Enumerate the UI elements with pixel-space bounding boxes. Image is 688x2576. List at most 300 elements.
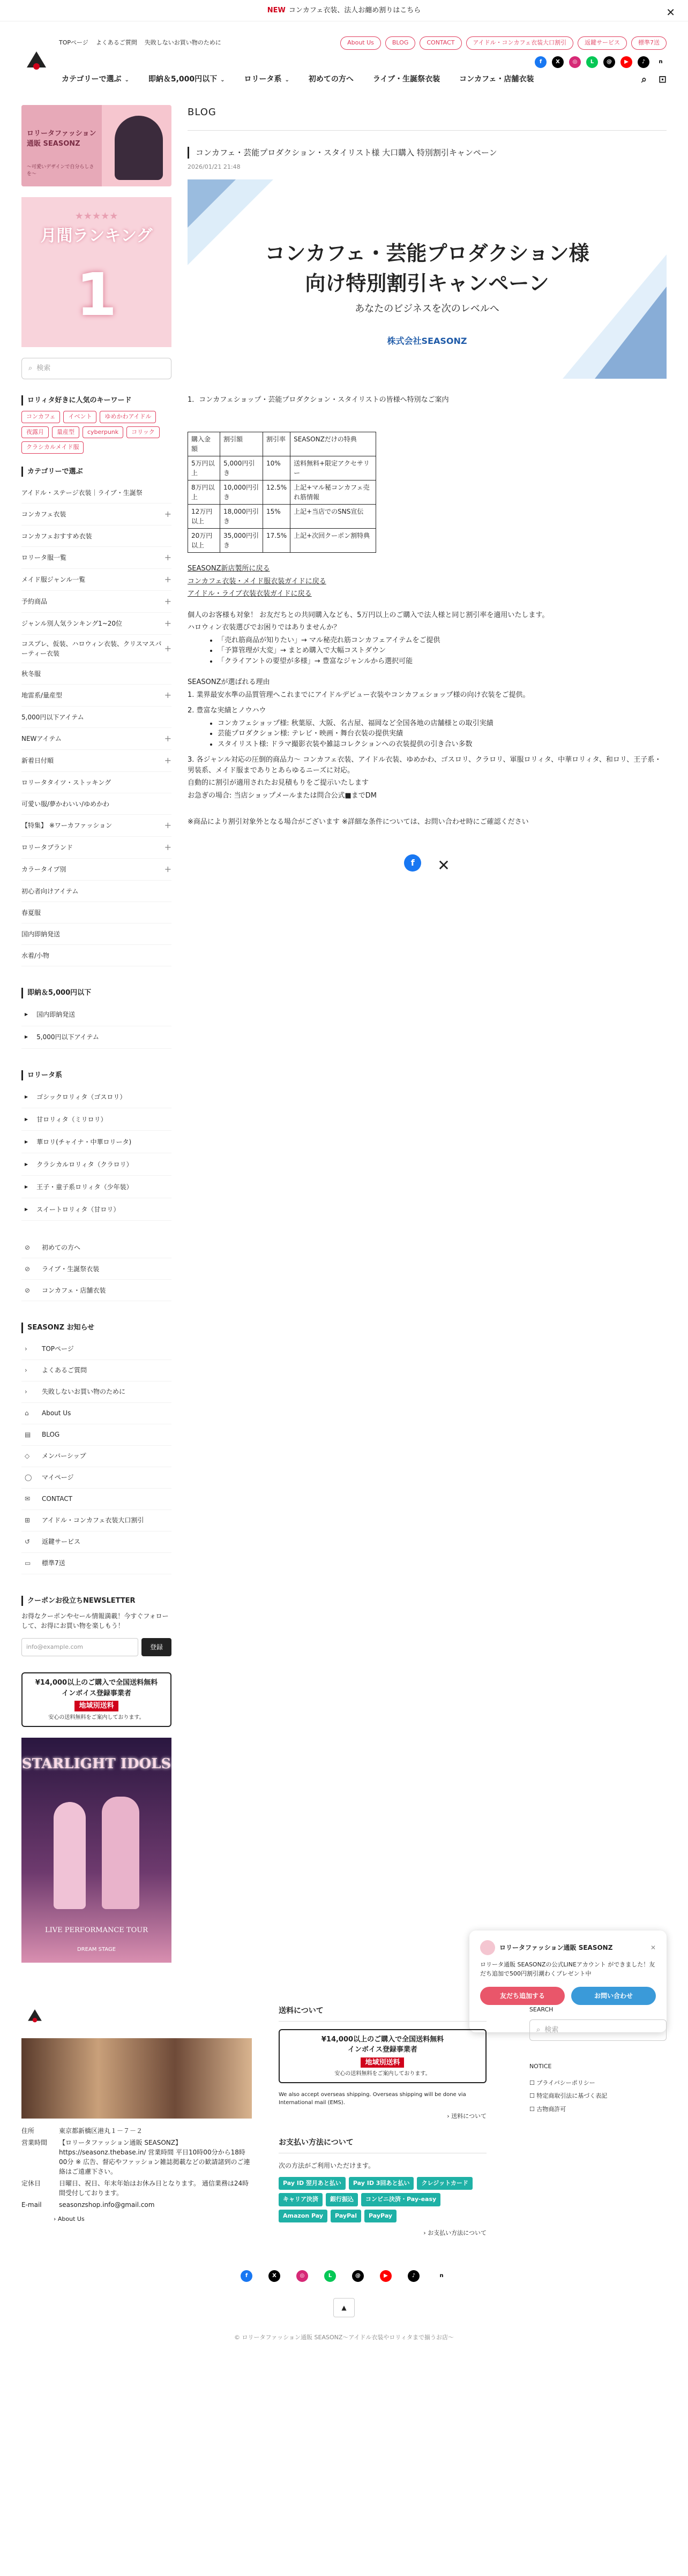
notice-label: 特定商取引法に基づく表記 bbox=[536, 2092, 608, 2099]
facebook-icon[interactable]: f bbox=[535, 56, 547, 68]
line-icon[interactable]: L bbox=[324, 2270, 336, 2282]
lolita-item[interactable]: ▶ クラシカルロリィタ（クラロリ） bbox=[21, 1153, 171, 1176]
post-link[interactable]: SEASONZ新店製所に戻る bbox=[188, 565, 270, 573]
shipping-line2: インボイス登録事業者 bbox=[62, 1689, 131, 1698]
instagram-icon[interactable]: ◎ bbox=[569, 56, 581, 68]
table-header: 割引率 bbox=[263, 432, 290, 456]
plus-icon[interactable]: + bbox=[164, 733, 171, 743]
keyword-tag[interactable]: ゆめかわアイドル bbox=[100, 411, 156, 423]
guide-links bbox=[21, 1237, 171, 1301]
facebook-share-icon[interactable]: f bbox=[404, 854, 421, 872]
discount-table bbox=[188, 432, 376, 553]
plus-icon[interactable]: + bbox=[164, 842, 171, 852]
category-label: 可愛い服/夢かわいい/ゆめかわ bbox=[21, 800, 110, 808]
refresh-icon: ↺ bbox=[25, 1538, 31, 1545]
table-cell: 10,000円引き bbox=[220, 480, 263, 505]
category-item[interactable] bbox=[21, 663, 171, 685]
category-label: 【特集】 ※ワーカファッション bbox=[21, 822, 113, 829]
hero-brand: 株式会社SEASONZ bbox=[387, 335, 467, 346]
popup-close-icon[interactable]: ✕ bbox=[650, 1944, 656, 1951]
category-label: ロリータタイツ・ストッキング bbox=[21, 778, 111, 786]
popup-title: ロリータファッション通販 SEASONZ bbox=[499, 1944, 613, 1951]
table-cell: 15% bbox=[263, 505, 290, 529]
nav-item-label: 即納＆5,000円以下 bbox=[148, 74, 218, 84]
guide-link[interactable] bbox=[21, 1258, 171, 1280]
contact-button[interactable]: お問い合わせ bbox=[571, 1987, 656, 2005]
paragraph-3c: お急ぎの場合: 当店ショップメールまたは問合公式■までDM bbox=[188, 791, 377, 800]
social-icons bbox=[0, 50, 688, 68]
top-pill[interactable]: About Us bbox=[340, 36, 381, 50]
hero-image bbox=[188, 179, 667, 379]
checkbox-icon: ☐ bbox=[529, 2092, 537, 2099]
notice-item[interactable] bbox=[529, 2103, 667, 2116]
category-label: 新着日付順 bbox=[21, 757, 54, 764]
line-icon[interactable]: L bbox=[586, 56, 598, 68]
nav-item[interactable] bbox=[309, 74, 354, 85]
keyword-tag[interactable]: cyberpunk bbox=[83, 426, 123, 439]
search-heading: SEARCH bbox=[529, 2006, 554, 2013]
ranking-number: 1 bbox=[76, 260, 117, 329]
category-label: 地雷系/量産型 bbox=[21, 692, 63, 699]
lolita-item[interactable]: ▶ 甘ロリィタ（ミリロリ） bbox=[21, 1108, 171, 1131]
chevron-right-icon: › bbox=[25, 1366, 27, 1374]
ranking-banner[interactable] bbox=[21, 197, 171, 347]
shop-banner[interactable] bbox=[21, 105, 171, 186]
top-pill[interactable]: アイドル・コンカフェ衣装大口割引 bbox=[466, 36, 573, 50]
category-item[interactable] bbox=[21, 815, 171, 837]
info-label: アイドル・コンカフェ衣装大口割引 bbox=[42, 1516, 144, 1524]
shop-info-label: E-mail bbox=[21, 2201, 42, 2209]
info-item[interactable] bbox=[21, 1360, 171, 1381]
info-label: About Us bbox=[42, 1409, 71, 1417]
post-link[interactable]: コンカフェ衣装・メイド服衣装ガイドに戻る bbox=[188, 577, 326, 585]
shop-info-label: 定休日 bbox=[21, 2179, 41, 2187]
note-icon[interactable]: n bbox=[436, 2270, 447, 2282]
category-item[interactable] bbox=[21, 525, 171, 547]
cart-icon[interactable]: ⊡ bbox=[658, 73, 667, 85]
category-item[interactable] bbox=[21, 613, 171, 635]
plus-icon[interactable]: + bbox=[164, 755, 171, 765]
idol-footer: DREAM STAGE bbox=[77, 1946, 116, 1952]
info-label: メンバーシップ bbox=[42, 1452, 86, 1460]
note-text: ※商品により割引対象外となる場合がございます ※詳細な条件については、お問い合わせ時にご確認ください bbox=[188, 818, 529, 826]
idol-title: STARLIGHT IDOLS bbox=[21, 1755, 171, 1772]
footer-ship-line2: インボイス登録事業者 bbox=[348, 2046, 417, 2054]
guide-link[interactable] bbox=[21, 1280, 171, 1301]
main-nav bbox=[0, 68, 688, 94]
about-link[interactable]: › About Us bbox=[54, 2215, 85, 2222]
cart-icon: ⊞ bbox=[25, 1516, 31, 1524]
tiktok-icon[interactable]: ♪ bbox=[638, 56, 649, 68]
payment-badge: PayPay bbox=[364, 2210, 397, 2223]
category-item[interactable] bbox=[21, 569, 171, 591]
table-cell: 10% bbox=[263, 456, 290, 480]
info-item[interactable] bbox=[21, 1424, 171, 1446]
table-header: 購入金額 bbox=[188, 432, 220, 456]
plus-icon[interactable]: + bbox=[164, 820, 171, 830]
top-pill[interactable]: BLOG bbox=[385, 36, 415, 50]
lolita-item[interactable]: ▶ 華ロリ(チャイナ・中華ロリータ) bbox=[21, 1131, 171, 1153]
announcement-text[interactable]: コンカフェ衣装、法人お纏め割りはこちら bbox=[288, 6, 421, 14]
notice-item[interactable] bbox=[529, 2090, 667, 2103]
keyword-heading: ロリィタ好きに人気のキーワード bbox=[21, 395, 171, 406]
note-icon[interactable]: n bbox=[655, 56, 667, 68]
shipping-line1: ¥14,000以上のご購入で全国送料無料 bbox=[35, 1679, 158, 1687]
nav-item-label: 初めての方へ bbox=[308, 74, 354, 84]
ranking-title: 月間ランキング bbox=[40, 226, 153, 245]
lolita-item[interactable]: ▶ ゴシックロリィタ（ゴスロリ） bbox=[21, 1086, 171, 1108]
plus-icon[interactable]: + bbox=[164, 864, 171, 874]
keyword-tag[interactable]: クラシカルメイド服 bbox=[21, 441, 84, 454]
shipping-band: 地域別送料 bbox=[74, 1701, 118, 1711]
info-heading: SEASONZ お知らせ bbox=[21, 1323, 171, 1333]
shop-banner-sub: 〜可愛いデザインで自分らしさを〜 bbox=[27, 164, 94, 177]
category-item[interactable] bbox=[21, 945, 171, 966]
shop-info-value: 【ロリータファッション通販 SEASONZ】https://seasonz.thebase.in/ 営業時間 平日10時00分から18時00分 ※ 広告、督応やファッション雑誌掲載などの歓請諸到のご連絡はご遠慮下さい。 bbox=[59, 2138, 250, 2175]
payment-badge: Pay ID 翌月あと払い bbox=[279, 2177, 346, 2190]
nav-item-label: コンカフェ・店舗衣装 bbox=[459, 74, 534, 84]
nav-item-label: カテゴリーで選ぶ bbox=[62, 74, 122, 84]
nav-item-label: ライブ・生誕祭衣装 bbox=[372, 74, 440, 84]
info-item[interactable] bbox=[21, 1489, 171, 1510]
info-item[interactable] bbox=[21, 1339, 171, 1360]
paragraph-1: 個人のお客様も対象！ お友だちとの共同購入なども、5万円以上のご購入で法人様と同じ割引率を適用いたします。 bbox=[188, 611, 549, 619]
category-item[interactable] bbox=[21, 837, 171, 859]
category-label: アイドル・ステージ衣装｜ライブ・生誕祭 bbox=[21, 489, 143, 497]
payment-heading: お支払い方法について bbox=[279, 2137, 487, 2153]
category-label: 水着/小物 bbox=[21, 951, 50, 959]
nav-item[interactable] bbox=[373, 74, 440, 85]
lolita-heading: ロリータ系 bbox=[21, 1070, 171, 1081]
newsletter bbox=[21, 1596, 171, 1657]
guide-link-label: ライブ・生誕祭衣装 bbox=[42, 1265, 100, 1273]
top-links bbox=[59, 39, 229, 48]
category-label: ロリータブランド bbox=[21, 844, 73, 851]
quick-list bbox=[21, 1004, 171, 1049]
info-label: よくあるご質問 bbox=[42, 1366, 87, 1374]
table-cell: 17.5% bbox=[263, 529, 290, 553]
notice-heading: NOTICE bbox=[529, 2063, 552, 2070]
keyword-tag[interactable]: 量産型 bbox=[52, 426, 79, 439]
instagram-icon[interactable]: ◎ bbox=[296, 2270, 308, 2282]
copyright: © ロリータファッション通販 SEASONZ〜アイドル衣装やロリィタまで揃うお店〜 bbox=[234, 2333, 454, 2341]
plus-icon[interactable]: + bbox=[164, 509, 171, 519]
category-label: 初心者向けアイテム bbox=[21, 887, 79, 895]
top-utility-bar bbox=[0, 21, 688, 50]
keyword-tag[interactable]: コンカフェ bbox=[21, 411, 60, 423]
shop-banner-title: ロリータファッション通販 SEASONZ bbox=[27, 129, 96, 148]
chevron-down-icon: ⌄ bbox=[220, 77, 225, 83]
quick-item[interactable]: ▶ 5,000円以下アイテム bbox=[21, 1026, 171, 1049]
link-icon: ⊘ bbox=[25, 1265, 31, 1273]
footer-ship-line1: ¥14,000以上のご購入で全国送料無料 bbox=[321, 2035, 444, 2044]
paragraph-3: 3. 各ジャンル対応の圧倒的商品力〜 コンカフェ衣装、アイドル衣装、ゆめかわ、ゴスロリ、クラロリ、軍服ロリィタ、中華ロリィタ、和ロリ、王子系・男装系、メイド服までありとあらゆるニーズに対応。 bbox=[188, 756, 662, 775]
idol-sub: LIVE PERFORMANCE TOUR bbox=[45, 1926, 148, 1934]
info-item[interactable] bbox=[21, 1510, 171, 1531]
payment-badge: キャリア決済 bbox=[279, 2193, 323, 2206]
avatar bbox=[480, 1940, 495, 1955]
members-icon: ◇ bbox=[25, 1452, 30, 1460]
info-label: BLOG bbox=[42, 1431, 60, 1438]
category-label: 秋冬服 bbox=[21, 670, 41, 678]
table-row bbox=[188, 480, 376, 505]
category-item[interactable] bbox=[21, 591, 171, 613]
category-item[interactable] bbox=[21, 728, 171, 750]
hero-line3: あなたのビジネスを次のレベルへ bbox=[355, 303, 499, 314]
payment-badge: クレジットカード bbox=[417, 2177, 472, 2190]
quick-heading: 即納＆5,000円以下 bbox=[21, 988, 171, 998]
info-list bbox=[21, 1339, 171, 1574]
category-label: コンカフェ衣装 bbox=[21, 510, 66, 518]
search-icon[interactable]: ⌕ bbox=[641, 73, 647, 85]
category-item[interactable] bbox=[21, 772, 171, 793]
intro-text: 1．コンカフェショップ・芸能プロダクション・スタイリストの皆様へ特別なご案内 bbox=[188, 395, 449, 404]
category-label: コスプレ、仮装、ハロウィン衣装、クリスマスパーティー衣装 bbox=[21, 640, 162, 657]
table-row bbox=[188, 456, 376, 480]
keyword-tag[interactable]: イベント bbox=[63, 411, 96, 423]
payment-badge: コンビニ決済・Pay-easy bbox=[361, 2193, 440, 2206]
youtube-icon[interactable]: ▶ bbox=[380, 2270, 392, 2282]
category-item[interactable] bbox=[21, 793, 171, 815]
paragraph-3b: 自動的に割引が適用されたお見積もりをご提示いたします bbox=[188, 779, 369, 787]
newsletter-text: お得なクーポンやセール情報満載！今すぐフォローして、お得にお買い物を楽しもう！ bbox=[21, 1612, 169, 1629]
plus-icon[interactable]: + bbox=[164, 552, 171, 562]
top-link[interactable]: TOPページ bbox=[59, 39, 88, 46]
category-item[interactable] bbox=[21, 859, 171, 881]
payment-badge: Pay ID 3回あと払い bbox=[349, 2177, 414, 2190]
footer-search-input[interactable]: ⌕ 検索 bbox=[529, 2019, 667, 2041]
info-label: 標準7送 bbox=[42, 1559, 65, 1567]
link-icon: ⊘ bbox=[25, 1286, 31, 1294]
shop-info-value: 日曜日、祝日、年末年始はお休み日となります。 通信業務は24時間受付しております。 bbox=[59, 2179, 249, 2197]
table-cell: 上記+マル秘コンカフェ売れ筋情報 bbox=[290, 480, 376, 505]
checkbox-icon: ☐ bbox=[529, 2079, 537, 2086]
info-label: 失敗しないお買い物のために bbox=[42, 1388, 126, 1395]
footer-logo[interactable] bbox=[21, 2006, 48, 2027]
table-cell: 5万円以上 bbox=[188, 456, 220, 480]
post-links bbox=[188, 564, 667, 599]
payment-badge: PayPal bbox=[331, 2210, 361, 2223]
keyword-list bbox=[21, 411, 171, 454]
info-item[interactable] bbox=[21, 1467, 171, 1489]
info-label: TOPページ bbox=[42, 1345, 74, 1353]
paragraph-2: SEASONZが選ばれる理由 bbox=[188, 678, 270, 686]
back-to-top-button[interactable]: ▲ bbox=[333, 2298, 355, 2317]
table-cell: 35,000円引き bbox=[220, 529, 263, 553]
table-cell: 12万円以上 bbox=[188, 505, 220, 529]
table-cell: 5,000円引き bbox=[220, 456, 263, 480]
shop-info-label: 営業時間 bbox=[21, 2138, 48, 2146]
x-icon[interactable]: X bbox=[552, 56, 564, 68]
table-cell: 上記+当店でのSNS宣伝 bbox=[290, 505, 376, 529]
info-item[interactable] bbox=[21, 1403, 171, 1424]
nav-item[interactable] bbox=[148, 74, 225, 85]
notice-list bbox=[529, 2077, 667, 2116]
home-icon: ⌂ bbox=[25, 1409, 29, 1417]
footer bbox=[0, 2006, 688, 2238]
list-item: • 芸能プロダクション様: テレビ・映画・舞台衣装の提供実績 bbox=[218, 729, 667, 739]
new-badge: NEW bbox=[267, 6, 286, 14]
nav-item[interactable] bbox=[62, 74, 129, 85]
lolita-item[interactable]: ▶ 王子・童子系ロリィタ（少年装） bbox=[21, 1176, 171, 1198]
info-label: マイページ bbox=[42, 1474, 74, 1481]
newsletter-submit-button[interactable]: 登録 bbox=[141, 1638, 171, 1656]
notice-label: 古物商許可 bbox=[536, 2105, 566, 2113]
plus-icon[interactable]: + bbox=[164, 596, 171, 606]
page-heading: BLOG bbox=[188, 105, 667, 131]
top-pill[interactable]: CONTACT bbox=[420, 36, 461, 50]
category-item[interactable] bbox=[21, 902, 171, 923]
notice-label: プライバシーポリシー bbox=[536, 2079, 595, 2086]
shipping-note: We also accept overseas shipping. Overseas shipping will be done via International mail (EMS). bbox=[279, 2092, 466, 2106]
shipping-link[interactable]: › 送料について bbox=[447, 2113, 487, 2120]
shop-info-value: 東京都新橋区港丸１－７－２ bbox=[59, 2127, 143, 2135]
table-header: 割引額 bbox=[220, 432, 263, 456]
link-icon: ⊘ bbox=[25, 1243, 31, 1251]
logo[interactable] bbox=[21, 46, 51, 76]
popup-text: ロリータ通販 SEASONZの公式LINEアカウント ができました！友だち追加で500円割引潮わくプレゼント中 bbox=[480, 1961, 655, 1977]
guide-link[interactable] bbox=[21, 1237, 171, 1258]
info-label: CONTACT bbox=[42, 1495, 72, 1503]
shipping-small: 安心の送料無料をご案内しております。 bbox=[48, 1714, 145, 1721]
table-row bbox=[188, 529, 376, 553]
announcement-bar[interactable] bbox=[0, 0, 688, 21]
category-label: ジャンル別人気ランキング1~20位 bbox=[21, 620, 123, 627]
footer-social-icons bbox=[0, 2270, 688, 2282]
guide-link-label: 初めての方へ bbox=[42, 1243, 81, 1251]
bullet-list-1 bbox=[218, 635, 667, 667]
shipping-banner[interactable] bbox=[21, 1672, 171, 1727]
category-item[interactable] bbox=[21, 750, 171, 772]
category-list bbox=[21, 482, 171, 966]
info-item[interactable] bbox=[21, 1553, 171, 1574]
payment-link[interactable]: › お支払い方法について bbox=[423, 2229, 487, 2236]
search-icon: ⌕ bbox=[536, 2026, 541, 2034]
nav-icons bbox=[641, 72, 667, 87]
idol-banner[interactable] bbox=[21, 1738, 171, 1963]
shop-info-value: seasonzshop.info@gmail.com bbox=[59, 2201, 155, 2209]
shop-info bbox=[21, 2126, 252, 2210]
category-label: ロリータ服一覧 bbox=[21, 554, 67, 561]
list-item: • 「クライアントの要望が多様」→ 豊富なジャンルから選択可能 bbox=[218, 656, 667, 667]
table-cell: 送料無料+限定アクセサリー bbox=[290, 456, 376, 480]
threads-icon[interactable]: @ bbox=[603, 56, 615, 68]
sidebar bbox=[21, 105, 171, 1963]
category-item[interactable] bbox=[21, 504, 171, 525]
info-item[interactable] bbox=[21, 1531, 171, 1553]
truck-icon: ▭ bbox=[25, 1559, 31, 1567]
idol-figure-left bbox=[54, 1802, 86, 1909]
youtube-icon[interactable]: ▶ bbox=[620, 56, 632, 68]
category-label: カラータイプ別 bbox=[21, 866, 66, 873]
list-item: • コンカフェショップ様: 秋葉原、大阪、名古屋、福岡など全国各地の店舗様との取引実績 bbox=[218, 718, 667, 729]
table-header: SEASONZだけの特典 bbox=[290, 432, 376, 456]
keyword-tag[interactable]: コリック bbox=[126, 426, 160, 439]
hero-line1: コンカフェ・芸能プロダクション様 bbox=[265, 241, 589, 265]
blog-icon: ▤ bbox=[25, 1431, 31, 1438]
newsletter-email-input[interactable]: info@example.com bbox=[21, 1638, 138, 1656]
x-icon[interactable]: X bbox=[268, 2270, 280, 2282]
category-item[interactable] bbox=[21, 881, 171, 902]
list-item: • スタイリスト様: ドラマ撮影衣装や雑誌コレクションへの衣装提供の引き合い多数 bbox=[218, 739, 667, 750]
table-cell: 12.5% bbox=[263, 480, 290, 505]
close-icon[interactable]: ✕ bbox=[666, 6, 675, 19]
category-label: コンカフェおすすめ衣装 bbox=[21, 532, 92, 540]
sidebar-search-input[interactable]: ⌕ 検索 bbox=[21, 358, 171, 379]
category-label: メイド服ジャンル一覧 bbox=[21, 576, 86, 583]
bullet-list-2 bbox=[218, 718, 667, 750]
quick-item[interactable]: ▶ 国内即納発送 bbox=[21, 1004, 171, 1026]
x-share-icon[interactable]: ✕ bbox=[437, 856, 450, 874]
lolita-item[interactable]: ▶ スイートロリィタ（甘ロリ） bbox=[21, 1198, 171, 1221]
store-photo bbox=[21, 2038, 252, 2119]
shop-info-row bbox=[21, 2179, 252, 2198]
tiktok-icon[interactable]: ♪ bbox=[408, 2270, 420, 2282]
category-item[interactable] bbox=[21, 482, 171, 504]
category-label: 予約商品 bbox=[21, 598, 48, 605]
top-pills bbox=[340, 36, 667, 50]
category-item[interactable] bbox=[21, 923, 171, 945]
table-cell: 上記+次回クーポン割特典 bbox=[290, 529, 376, 553]
table-row bbox=[188, 505, 376, 529]
category-item[interactable] bbox=[21, 707, 171, 728]
nav-item[interactable] bbox=[459, 74, 534, 85]
info-item[interactable] bbox=[21, 1446, 171, 1467]
shop-info-label: 住所 bbox=[21, 2127, 35, 2135]
nav-item[interactable] bbox=[244, 74, 289, 85]
add-friend-button[interactable]: 友だち追加する bbox=[480, 1987, 565, 2005]
shop-info-row bbox=[21, 2138, 252, 2176]
category-label: NEWアイテム bbox=[21, 735, 62, 742]
plus-icon[interactable]: + bbox=[164, 643, 171, 654]
search-icon: ⌕ bbox=[28, 364, 33, 372]
top-pill[interactable]: 返鍵サービス bbox=[578, 36, 627, 50]
top-link[interactable]: 失敗しないお買い物のために bbox=[144, 39, 221, 46]
plus-icon[interactable]: + bbox=[164, 574, 171, 584]
category-item[interactable] bbox=[21, 635, 171, 663]
checkbox-icon: ☐ bbox=[529, 2105, 537, 2113]
threads-icon[interactable]: @ bbox=[352, 2270, 364, 2282]
post-date: 2026/01/21 21:48 bbox=[188, 163, 241, 170]
footer-ship-small: 安心の送料無料をご案内しております。 bbox=[334, 2071, 431, 2077]
post-title: コンカフェ・芸能プロダクション・スタイリスト様 大口購入 特別割引キャンペーン bbox=[188, 147, 667, 159]
payment-badge: Amazon Pay bbox=[279, 2210, 327, 2223]
top-pill[interactable]: 標準7送 bbox=[631, 36, 667, 50]
category-item[interactable] bbox=[21, 685, 171, 707]
category-heading: カテゴリーで選ぶ bbox=[21, 467, 171, 477]
post-link[interactable]: アイドル・ライブ衣装衣装ガイドに戻る bbox=[188, 590, 312, 598]
top-link[interactable]: よくあるご質問 bbox=[95, 39, 137, 46]
guide-link-label: コンカフェ・店舗衣装 bbox=[42, 1286, 106, 1294]
chevron-right-icon: › bbox=[25, 1388, 27, 1395]
category-label: 5,000円以下アイテム bbox=[21, 713, 84, 721]
paragraph-1b: ハロウィン衣装選びでお困りではありませんか？ bbox=[188, 624, 341, 632]
facebook-icon[interactable]: f bbox=[241, 2270, 252, 2282]
payment-badge: 銀行振込 bbox=[326, 2193, 358, 2206]
main-content bbox=[188, 105, 667, 1963]
category-item[interactable] bbox=[21, 547, 171, 569]
notice-item[interactable] bbox=[529, 2077, 667, 2090]
plus-icon[interactable]: + bbox=[164, 690, 171, 700]
keyword-tag[interactable]: 夜露月 bbox=[21, 426, 49, 439]
lolita-list bbox=[21, 1086, 171, 1221]
info-item[interactable] bbox=[21, 1381, 171, 1403]
payment-note: 次の方法がご利用いただけます。 bbox=[279, 2161, 375, 2169]
user-icon: ◯ bbox=[25, 1474, 32, 1481]
table-cell: 20万円以上 bbox=[188, 529, 220, 553]
plus-icon[interactable]: + bbox=[164, 618, 171, 628]
post-body bbox=[188, 395, 667, 828]
